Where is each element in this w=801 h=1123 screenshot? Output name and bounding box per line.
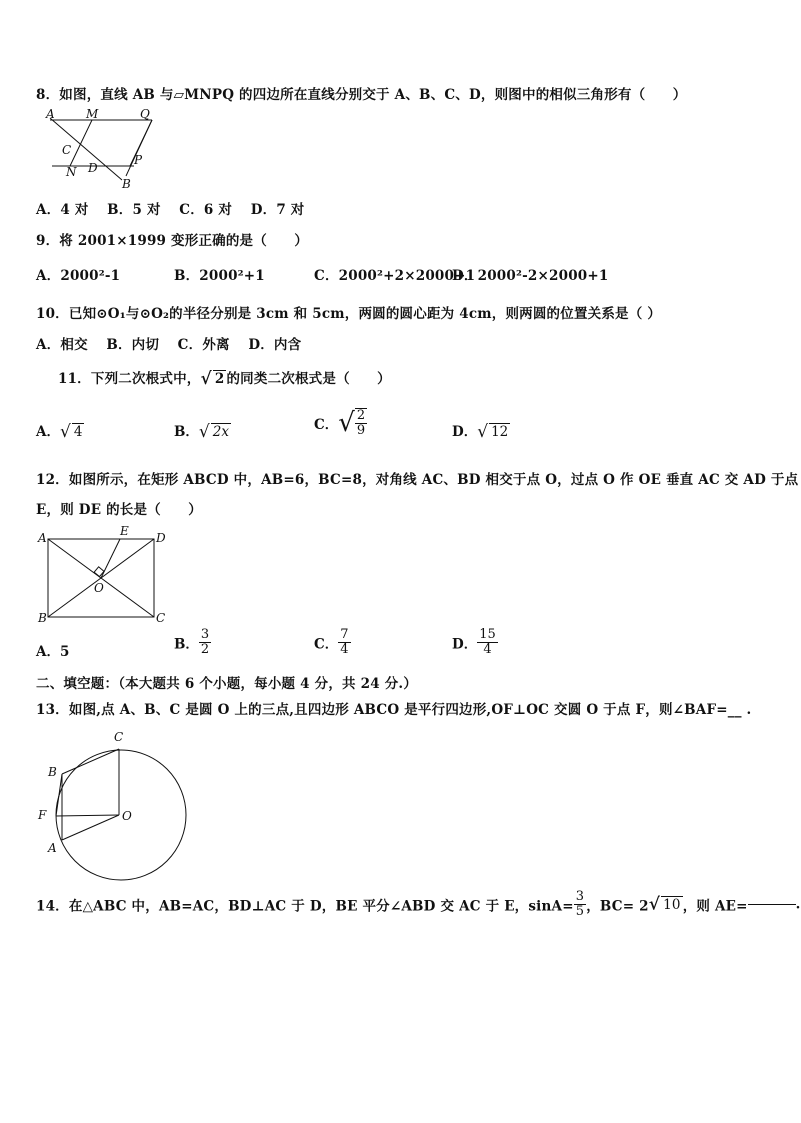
q8-label-d: D — [88, 161, 98, 175]
q12-label-d: D — [156, 531, 166, 545]
q9-text: 9．将 2001×1999 变形正确的是（ ） — [36, 233, 309, 249]
q8-label-b: B — [122, 177, 131, 191]
q9-option-d: D．2000²-2×2000+1 — [452, 268, 609, 284]
q11-pre: 11．下列二次根式中， — [58, 371, 201, 387]
q12-figure — [34, 524, 174, 626]
q14-text: 14．在△ABC 中，AB=AC，BD⊥AC 于 D，BE 平分∠ABD 交 AC 于 E，sinA= $\frac{3}{5}$ ，BC= 2√ 10 ，则 AE= . — [36, 889, 801, 919]
q11-radicand: 2 — [214, 371, 225, 387]
q11-post: 的同类二次根式是（ ） — [226, 371, 391, 387]
q8-label-a: A — [46, 107, 55, 121]
q8-options: A．4 对 B．5 对 C．6 对 D．7 对 — [36, 202, 305, 218]
q13-text: 13．如图,点 A、B、C 是圆 O 上的三点,且四边形 ABCO 是平行四边形,OF⊥OC 交圆 O 于点 F，则∠BAF=__ . — [36, 702, 752, 718]
q8-label-n: N — [66, 165, 77, 179]
q12-option-a: A．5 — [36, 644, 70, 660]
q8-text: 8．如图，直线 AB 与▱MNPQ 的四边所在直线分别交于 A、B、C、D，则图中的相似三角形有（ ） — [36, 87, 687, 103]
q10-options: A．相交 B．内切 C．外离 D．内含 — [36, 337, 302, 353]
q13-label-b: B — [48, 765, 57, 779]
q12-line2: E，则 DE 的长是（ ） — [36, 502, 202, 518]
q13-figure — [34, 726, 192, 860]
q11-text: 11．下列二次根式中，√ 2 的同类二次根式是（ ） — [58, 369, 391, 389]
q9-option-b: B．2000²+1 — [174, 268, 265, 284]
q14-answer-blank — [748, 904, 796, 905]
q12-label-e: E — [120, 524, 129, 538]
q12-option-c: C． $\frac{7}{4}$ — [314, 627, 349, 657]
q13-label-c: C — [114, 730, 124, 744]
q12-label-b: B — [38, 611, 47, 625]
q11-option-c: C．√ $\frac{2}{9}$ — [314, 408, 366, 438]
q12-label-c: C — [156, 611, 166, 625]
q12-label-o: O — [94, 581, 104, 595]
q9-option-a: A．2000²-1 — [36, 268, 121, 284]
q11-option-b: B．√ 2x — [174, 422, 229, 442]
q8-label-c: C — [62, 143, 72, 157]
q8-label-p: P — [134, 153, 143, 167]
q11-option-d: D．√ 12 — [452, 422, 509, 442]
section-2-heading: 二、填空题：（本大题共 6 个小题，每小题 4 分，共 24 分.） — [36, 676, 418, 692]
q13-label-o: O — [122, 809, 132, 823]
q10-text: 10．已知⊙O₁与⊙O₂的半径分别是 3cm 和 5cm，两圆的圆心距为 4cm，则两圆的位置关系是（ ） — [36, 306, 662, 322]
q11-option-a: A．√ 4 — [36, 422, 83, 442]
q13-label-f: F — [38, 808, 47, 822]
q8-label-m: M — [86, 107, 99, 121]
q8-label-q: Q — [140, 107, 150, 121]
q12-label-a: A — [38, 531, 47, 545]
q13-label-a: A — [48, 841, 57, 855]
q8-figure — [42, 104, 162, 192]
q12-option-d: D． $\frac{15}{4}$ — [452, 627, 496, 657]
q12-option-b: B． $\frac{3}{2}$ — [174, 627, 210, 657]
q12-line1: 12．如图所示，在矩形 ABCD 中，AB=6，BC=8，对角线 AC、BD 相交于点 O，过点 O 作 OE 垂直 AC 交 AD 于点 — [36, 472, 799, 488]
q9-option-c: C．2000²+2×2000+1 — [314, 268, 476, 284]
